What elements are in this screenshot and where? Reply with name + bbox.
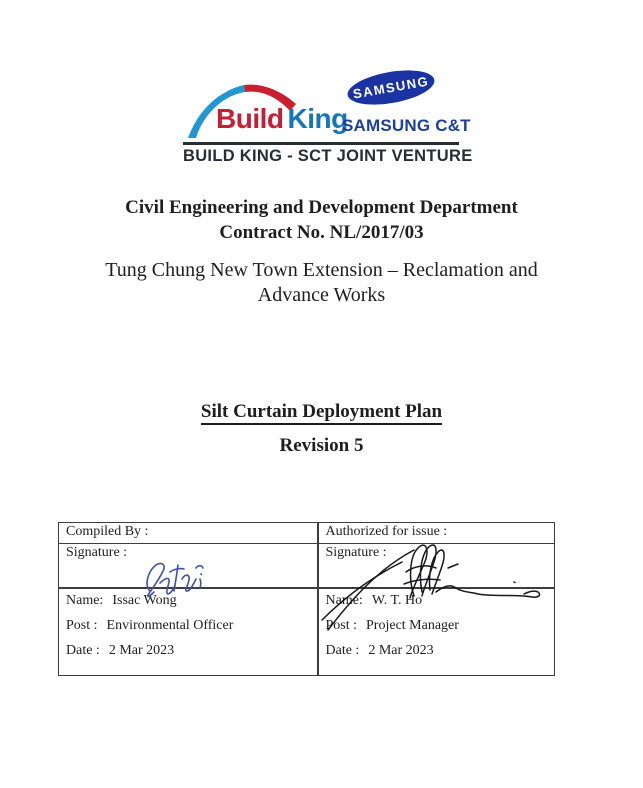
- authorized-name: [326, 592, 555, 609]
- name-label: Name:: [325, 593, 363, 608]
- compiled-by-post: [66, 617, 317, 634]
- project-title-line2: Advance Works: [257, 284, 386, 306]
- date-value: 2 Mar 2023: [108, 643, 175, 658]
- compiled-by-header: Compiled By :: [66, 524, 149, 539]
- compiled-by-column: [59, 523, 317, 675]
- date-label: Date :: [66, 643, 100, 658]
- authorized-header: Authorized for issue :: [325, 524, 448, 539]
- joint-venture-name: BUILD KING - SCT JOINT VENTURE: [183, 147, 473, 165]
- authorized-date: [326, 642, 555, 659]
- name-label: Name:: [66, 593, 104, 608]
- name-value: W. T. Ho: [371, 593, 423, 608]
- samsung-oval-logo: [345, 65, 437, 111]
- contract-number: Contract No. NL/2017/03: [219, 222, 424, 243]
- authorized-column: [319, 523, 555, 675]
- joint-venture-rule: [183, 142, 459, 145]
- compiled-by-signature-label: Signature :: [66, 545, 128, 560]
- samsung-ct-wordmark: SAMSUNG C&T: [342, 116, 471, 135]
- authorized-details: [319, 588, 555, 659]
- compiled-by-date: [66, 642, 317, 659]
- authorized-post: [326, 617, 555, 634]
- post-value: Project Manager: [366, 618, 459, 633]
- joint-venture-logo: [183, 66, 485, 168]
- post-value: Environmental Officer: [106, 618, 234, 633]
- post-label: Post :: [325, 618, 358, 633]
- compiled-by-name: [66, 592, 317, 609]
- revision-number: Revision 5: [279, 435, 364, 456]
- date-label: Date :: [325, 643, 360, 658]
- buildking-wordmark-king: King: [287, 103, 348, 134]
- post-label: Post :: [66, 618, 98, 633]
- samsung-oval-text: SAMSUNG: [351, 73, 431, 102]
- approval-table: [58, 522, 555, 676]
- compiled-by-details: [59, 588, 317, 659]
- buildking-wordmark: [216, 105, 348, 133]
- project-title-line1: Tung Chung New Town Extension – Reclamation and: [105, 259, 538, 281]
- document-title: [0, 401, 643, 423]
- department-heading-line1: Civil Engineering and Development Department: [125, 197, 518, 218]
- name-value: Issac Wong: [112, 593, 177, 608]
- authorized-signature-label: Signature :: [325, 545, 387, 560]
- document-title-text: Silt Curtain Deployment Plan: [201, 401, 442, 425]
- buildking-wordmark-build: Build: [216, 103, 284, 134]
- date-value: 2 Mar 2023: [368, 643, 434, 658]
